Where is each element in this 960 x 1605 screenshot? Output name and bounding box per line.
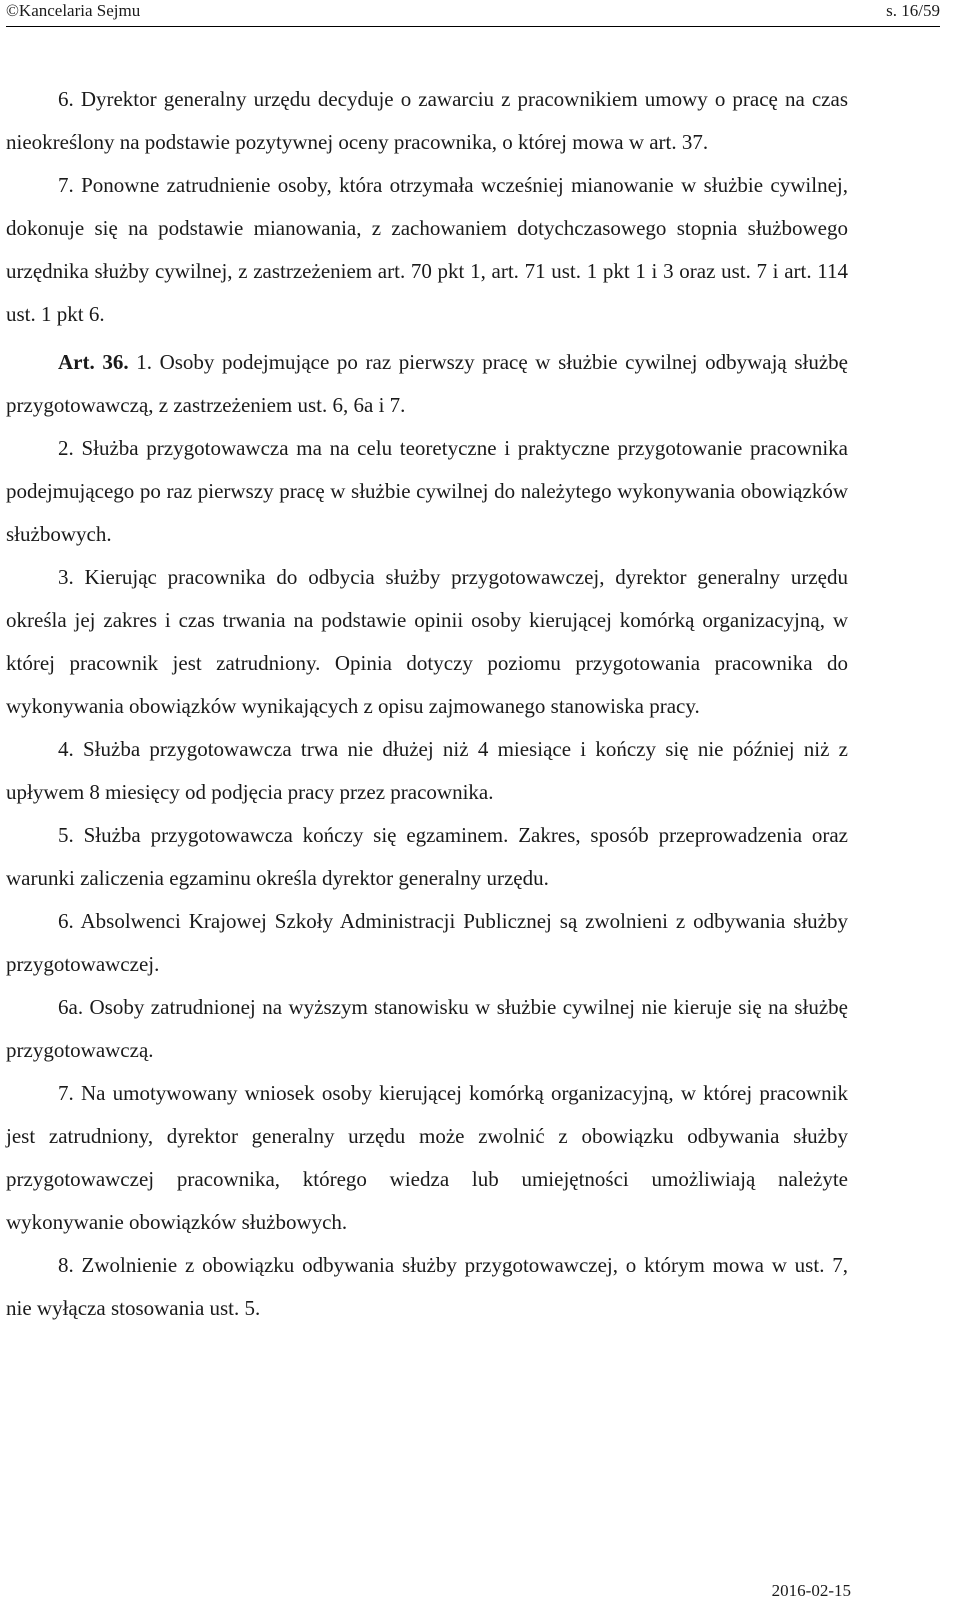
paragraph: [6, 78, 848, 164]
paragraph: [6, 728, 848, 814]
paragraph: [6, 814, 848, 900]
paragraph: [6, 556, 848, 728]
paragraph-text: Osoby podejmujące po raz pierwszy pracę w służbie cywilnej odbywają służbę przygotowawczą, z zastrzeżeniem ust. 6, 6a i 7.: [6, 350, 848, 417]
paragraph-text: Służba przygotowawcza trwa nie dłużej niż 4 miesiące i kończy się nie później niż z upływem 8 miesięcy od podjęcia pracy przez pracownika.: [6, 737, 848, 804]
paragraph-text: Służba przygotowawcza kończy się egzaminem. Zakres, sposób przeprowadzenia oraz warunki zaliczenia egzaminu określa dyrektor generalny urzędu.: [6, 823, 848, 890]
paragraph-number: 6.: [58, 87, 74, 111]
paragraph-text: Absolwenci Krajowej Szkoły Administracji Publicznej są zwolnieni z odbywania służby przygotowawczej.: [6, 909, 848, 976]
paragraph-number: 7.: [58, 173, 74, 197]
page-header: [6, 0, 940, 27]
paragraph: [6, 341, 848, 427]
paragraph: [6, 986, 848, 1072]
page-footer-date: 2016-02-15: [771, 1581, 851, 1600]
paragraph-number: 6a.: [58, 995, 84, 1019]
paragraph-number: 2.: [58, 436, 74, 460]
header-publisher: ©Kancelaria Sejmu: [6, 1, 141, 20]
paragraph-text: Ponowne zatrudnienie osoby, która otrzymała wcześniej mianowanie w służbie cywilnej, dokonuje się na podstawie mianowania, z zachowaniem dotychczasowego stopnia służbowego urzędnika służby cywilnej, z zastrzeżeniem art. 70 pkt 1, art. 71 ust. 1 pkt 1 i 3 oraz ust. 7 i art. 114 ust. 1 pkt 6.: [6, 173, 848, 326]
article-heading: Art. 36.: [58, 350, 129, 374]
paragraph-number: 6.: [58, 909, 74, 933]
paragraph-text: Kierując pracownika do odbycia służby przygotowawczej, dyrektor generalny urzędu określa jej zakres i czas trwania na podstawie opinii osoby kierującej komórką organizacyjną, w której pracownik jest zatrudniony. Opinia dotyczy poziomu przygotowania pracownika do wykonywania obowiązków wynikających z opisu zajmowanego stanowiska pracy.: [6, 565, 848, 718]
paragraph-number: 5.: [58, 823, 74, 847]
paragraph-number: 1.: [128, 350, 152, 374]
header-page-number: s. 16/59: [886, 1, 940, 20]
paragraph: [6, 900, 848, 986]
paragraph: [6, 1244, 848, 1330]
paragraph-number: 7.: [58, 1081, 74, 1105]
paragraph: [6, 164, 848, 336]
paragraph-text: Na umotywowany wniosek osoby kierującej komórką organizacyjną, w której pracownik jest zatrudniony, dyrektor generalny urzędu może zwolnić z obowiązku odbywania służby przygotowawczej pracownika, którego wiedza lub umiejętności umożliwiają należyte wykonywanie obowiązków służbowych.: [6, 1081, 848, 1234]
document-body: [6, 78, 848, 1330]
paragraph: [6, 1072, 848, 1244]
paragraph-text: Zwolnienie z obowiązku odbywania służby przygotowawczej, o którym mowa w ust. 7, nie wyłącza stosowania ust. 5.: [6, 1253, 848, 1320]
paragraph: [6, 427, 848, 556]
paragraph-text: Służba przygotowawcza ma na celu teoretyczne i praktyczne przygotowanie pracownika podejmującego po raz pierwszy pracę w służbie cywilnej do należytego wykonywania obowiązków służbowych.: [6, 436, 848, 546]
paragraph-number: 8.: [58, 1253, 74, 1277]
paragraph-number: 4.: [58, 737, 74, 761]
paragraph-number: 3.: [58, 565, 74, 589]
paragraph-text: Osoby zatrudnionej na wyższym stanowisku w służbie cywilnej nie kieruje się na służbę przygotowawczą.: [6, 995, 848, 1062]
paragraph-text: Dyrektor generalny urzędu decyduje o zawarciu z pracownikiem umowy o pracę na czas nieokreślony na podstawie pozytywnej oceny pracownika, o której mowa w art. 37.: [6, 87, 848, 154]
